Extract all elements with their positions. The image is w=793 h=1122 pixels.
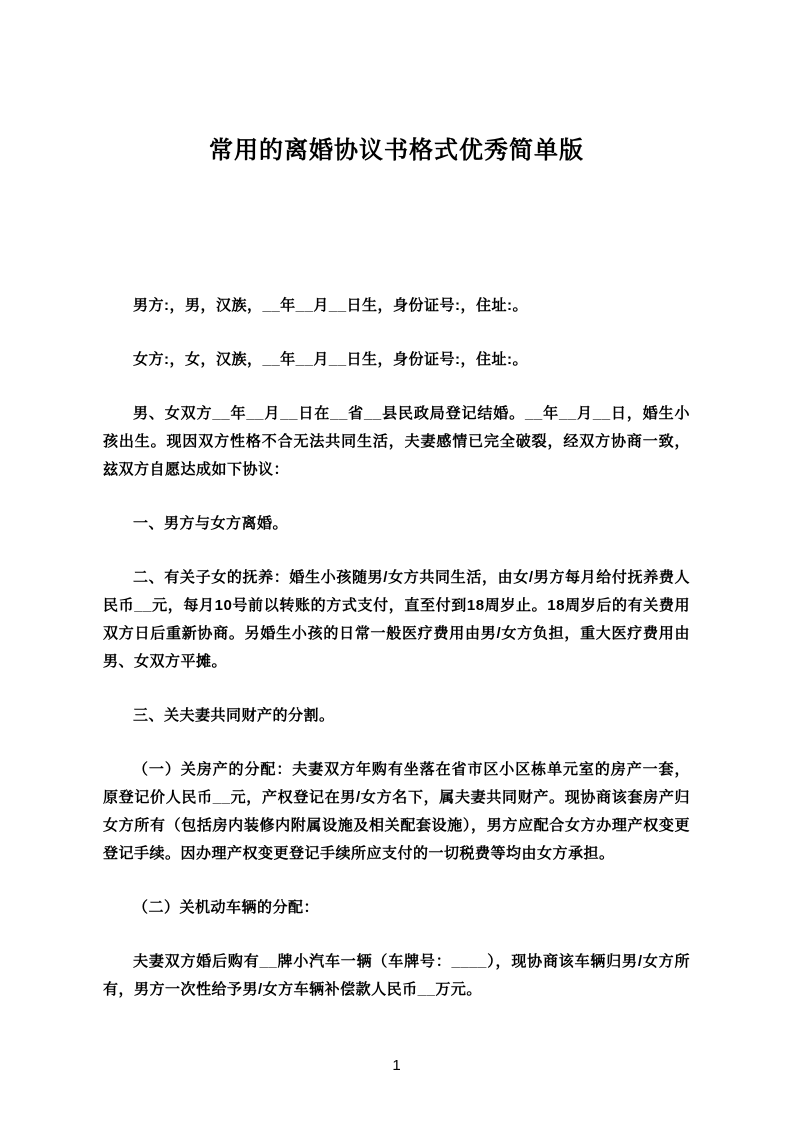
paragraph-clause-3-2-vehicle-body: 夫妻双方婚后购有__牌小汽车一辆（车牌号：____），现协商该车辆归男/女方所有，男方一次性给予男/女方车辆补偿款人民币__万元。 — [103, 953, 690, 998]
document-title: 常用的离婚协议书格式优秀简单版 — [209, 137, 584, 164]
paragraph-clause-3-property: 三、关夫妻共同财产的分割。 — [133, 707, 335, 724]
paragraph-party-female: 女方:，女，汉族，__年__月__日生，身份证号:，住址:。 — [133, 351, 529, 368]
paragraph-clause-3-2-vehicle-heading: （二）关机动车辆的分配： — [133, 899, 320, 916]
paragraph-clause-3-1-house: （一）关房产的分配：夫妻双方年购有坐落在省市区小区栋单元室的房产一套，原登记价人民币__元，产权登记在男/女方名下，属夫妻共同财产。现协商该套房产归女方所有（包括房内装修内附属设施及相关配套设施），男方应配合女方办理产权变更登记手续。因办理产权变更登记手续所应支付的一切税费等均由女方承担。 — [103, 761, 690, 862]
paragraph-clause-1-divorce: 一、男方与女方离婚。 — [133, 515, 289, 532]
paragraph-preamble: 男、女双方__年__月__日在__省__县民政局登记结婚。__年__月__日，婚生小孩出生。现因双方性格不合无法共同生活，夫妻感情已完全破裂，经双方协商一致，玆双方自愿达成如下协议： — [103, 405, 690, 478]
page-number: 1 — [392, 1057, 401, 1074]
paragraph-party-male: 男方:，男，汉族，__年__月__日生，身份证号:，住址:。 — [133, 297, 529, 314]
document-body — [103, 292, 690, 1004]
paragraph-clause-2-custody: 二、有关子女的抚养：婚生小孩随男/女方共同生活，由女/男方每月给付抚养费人民币__元，每月10号前以转账的方式支付，直至付到18周岁止。18周岁后的有关费用双方日后重新协商。另婚生小孩的日常一般医疗费用由男/女方负担，重大医疗费用由男、女双方平摊。 — [103, 569, 690, 670]
